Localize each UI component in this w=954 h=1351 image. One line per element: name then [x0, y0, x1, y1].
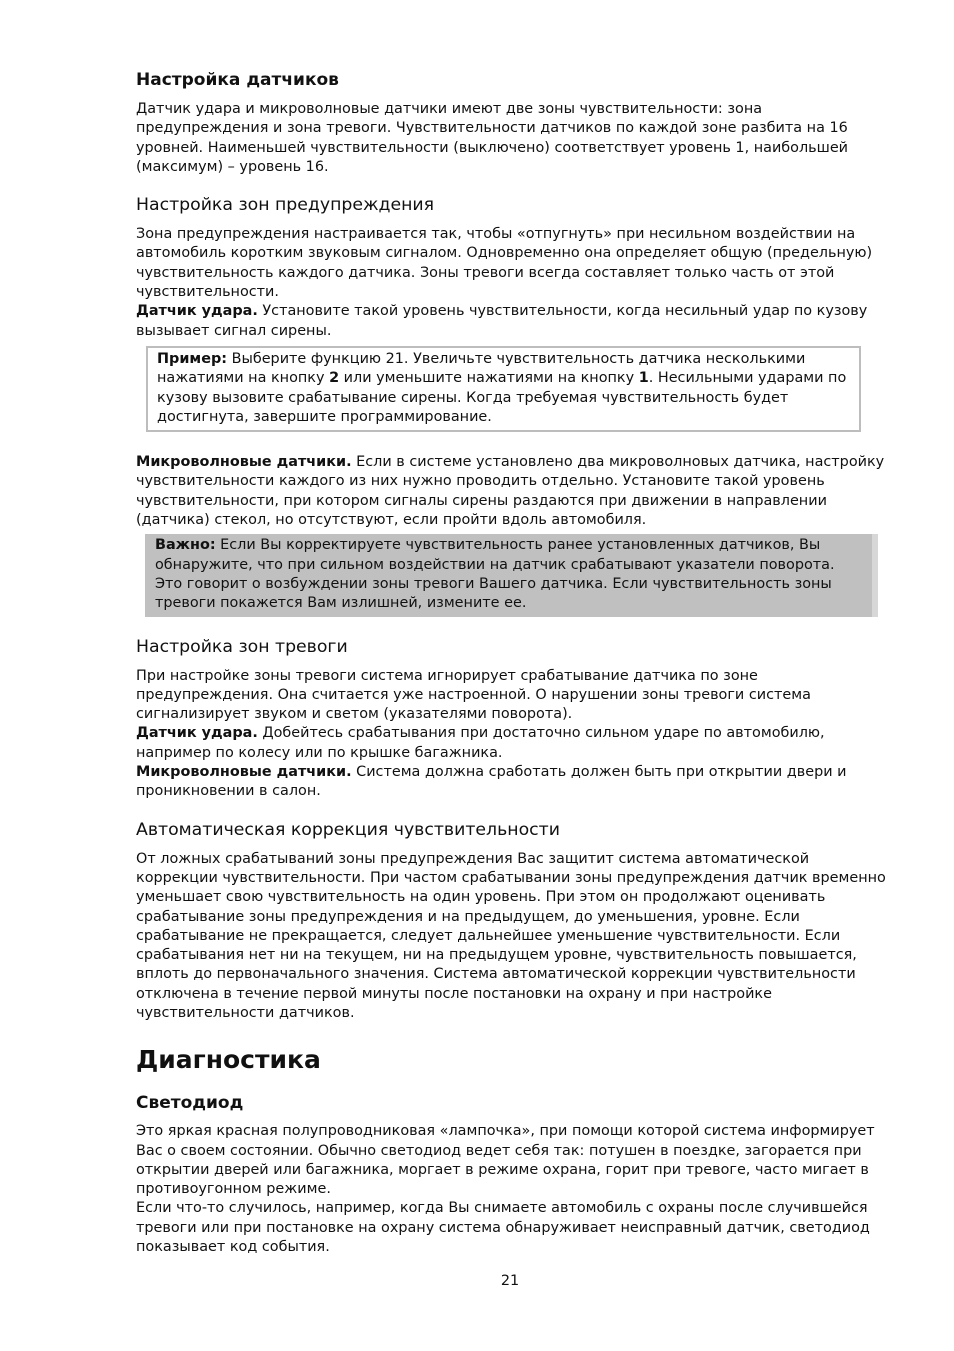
auto-correction-heading: Автоматическая коррекция чувствительности: [136, 819, 560, 840]
warning-zone-intro: Зона предупреждения настраивается так, чтобы «отпугнуть» при несильном воздействии на автомобиль коротким звуковым сигналом. Одновременно она определяет общую (предельную) чувствительность каждого датчика. Зоны тревоги всегда составляет только часть от этой чувствительности.: [136, 226, 873, 301]
example-box: [146, 346, 861, 432]
alarm-shock-label: Датчик удара.: [136, 725, 258, 742]
led-heading: Светодиод: [136, 1093, 244, 1114]
alarm-micro-paragraph: [136, 763, 888, 802]
micro-sensor-label: Микроволновые датчики.: [136, 454, 352, 471]
key-1: 1: [638, 370, 649, 387]
shock-sensor-label: Датчик удара.: [136, 303, 258, 320]
sensors-intro: Датчик удара и микроволновые датчики имеют две зоны чувствительности: зона предупреждения и зона тревоги. Чувствительности датчиков по каждой зоне разбита на 16 уровней. Наименьшей чувствительности (выключено) соответствует уровень 1, наибольшей (максимум) – уровень 16.: [136, 101, 849, 175]
auto-correction-text: От ложных срабатываний зоны предупреждения Вас защитит система автоматической коррекции чувствительности. При частом срабатывании зоны предупреждения датчик временно уменьшает свою чувствительность на один уровень. При этом он продолжают оценивать срабатывание зоны предупреждения и на предыдущем, до уменьшения, уровне. Если срабатывание не прекращается, следует дальнейшее уменьшение чувствительности. Если срабатывания нет ни на текущем, ни на предыдущем уровне, чувствительность повышается, вплоть до первоначального значения. Система автоматической коррекции чувствительности отключена в течение первой минуты после постановки на охрану и при настройке чувствительности датчиков.: [136, 850, 886, 1021]
alarm-shock-paragraph: [136, 724, 888, 763]
warning-shock-text: Установите такой уровень чувствительности, когда несильный удар по кузову вызывает сигнал сирены.: [136, 303, 868, 339]
page-content: [136, 68, 888, 1257]
warning-shock-paragraph: [136, 302, 888, 341]
led-text-1: Это яркая красная полупроводниковая «лампочка», при помощи которой система информирует Вас о своем состоянии. Обычно светодиод ведет себя так: потушен в поездке, загорается при открытии дверей или багажника, моргает в режиме охрана, горит при тревоге, часто мигает в противоугонном режиме.: [136, 1123, 875, 1198]
diagnostics-heading: Диагностика: [136, 1045, 321, 1075]
alarm-micro-text: Система должна сработать должен быть при открытии двери и проникновении в салон.: [136, 764, 847, 800]
page-number: 21: [500, 1273, 520, 1289]
led-text-2: Если что-то случилось, например, когда Вы снимаете автомобиль с охраны после случившейся тревоги или при постановке на охрану система обнаруживает неисправный датчик, светодиод показывает код события.: [136, 1200, 870, 1256]
sensors-heading: Настройка датчиков: [136, 70, 339, 90]
alarm-shock-text: Добейтесь срабатывания при достаточно сильном ударе по автомобилю, например по колесу или по крышке багажника.: [136, 725, 825, 761]
example-label: Пример:: [157, 350, 228, 367]
warning-micro-text: Если в системе установлено два микроволновых датчика, настройку чувствительности каждого из них нужно проводить отдельно. Установите такой уровень чувствительности, при котором сигналы сирены раздаются при движении в направлении (датчика) стекол, но отсутствуют, если пройти вдоль автомобиля.: [136, 454, 885, 529]
important-box: [145, 534, 878, 616]
alarm-zone-heading: Настройка зон тревоги: [136, 636, 348, 657]
example-text-part2: или уменьшите нажатиями на кнопку: [339, 370, 639, 387]
example-paragraph: [157, 350, 851, 427]
important-paragraph: [155, 536, 864, 613]
alarm-zone-intro: При настройке зоны тревоги система игнорирует срабатывание датчика по зоне предупреждения. Она считается уже настроенной. О нарушении зоны тревоги система сигнализирует звуком и светом (указателями поворота).: [136, 667, 811, 723]
warning-zone-heading: Настройка зон предупреждения: [136, 195, 435, 216]
important-label: Важно:: [155, 537, 216, 554]
example-text-part1: Выберите функцию 21. Увеличьте чувствительность датчика несколькими нажатиями на кнопку: [157, 350, 806, 387]
alarm-micro-label: Микроволновые датчики.: [136, 764, 352, 781]
example-text-part3: . Несильными ударами по кузову вызовите срабатывание сирены. Когда требуемая чувствительность будет достигнута, завершите программирование.: [157, 370, 847, 425]
important-text: Если Вы корректируете чувствительность ранее установленных датчиков, Вы обнаружите, что при сильном воздействии на датчик срабатывают указатели поворота. Это говорит о возбуждении зоны тревоги Вашего датчика. Если чувствительность зоны тревоги покажется Вам излишней, измените ее.: [155, 537, 835, 612]
warning-micro-paragraph: [136, 453, 888, 530]
key-2: 2: [329, 370, 340, 387]
